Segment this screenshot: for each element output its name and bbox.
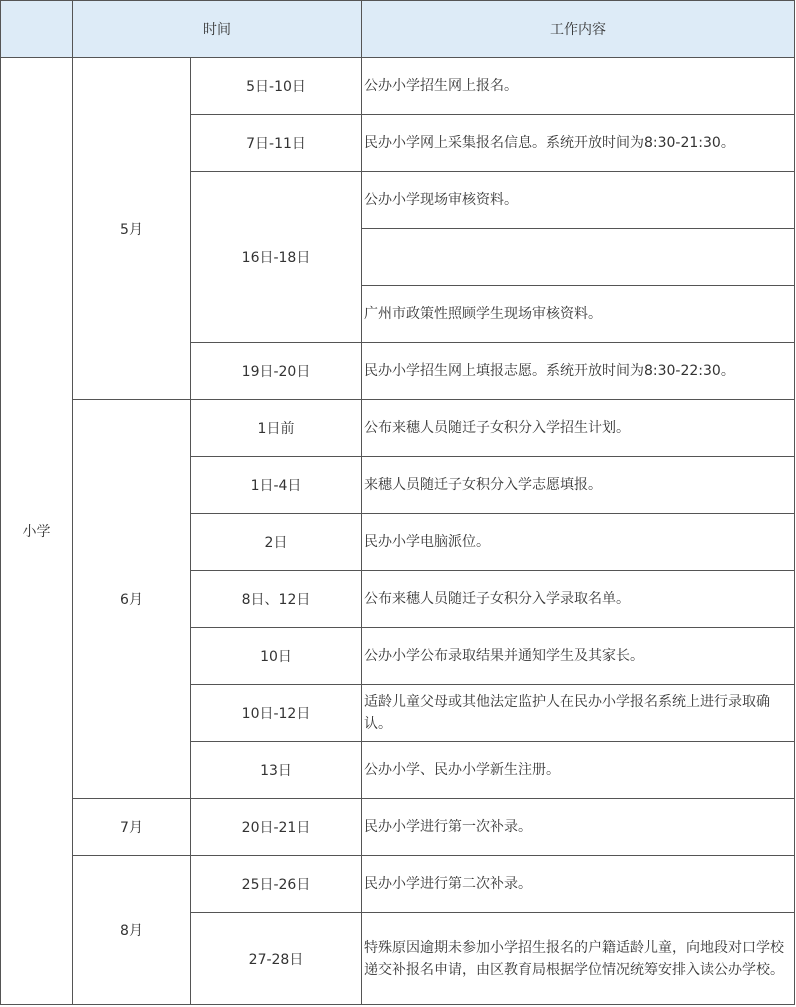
date-cell: 16日-18日	[191, 172, 362, 343]
content-cell: 民办小学电脑派位。	[362, 514, 795, 571]
date-cell: 10日-12日	[191, 685, 362, 742]
month-cell-may: 5月	[73, 58, 191, 400]
content-cell: 民办小学招生网上填报志愿。系统开放时间为8:30-22:30。	[362, 343, 795, 400]
date-cell: 13日	[191, 742, 362, 799]
date-cell: 1日-4日	[191, 457, 362, 514]
date-cell: 25日-26日	[191, 856, 362, 913]
date-cell: 5日-10日	[191, 58, 362, 115]
content-cell: 广州市政策性照顾学生现场审核资料。	[362, 286, 795, 343]
content-cell: 公布来穗人员随迁子女积分入学招生计划。	[362, 400, 795, 457]
month-cell-aug: 8月	[73, 856, 191, 1005]
table-row	[1, 856, 795, 913]
content-cell: 公办小学招生网上报名。	[362, 58, 795, 115]
table-row	[1, 400, 795, 457]
content-cell: 民办小学网上采集报名信息。系统开放时间为8:30-21:30。	[362, 115, 795, 172]
month-cell-jun: 6月	[73, 400, 191, 799]
content-cell: 特殊原因逾期未参加小学招生报名的户籍适龄儿童，向地段对口学校递交补报名申请，由区教育局根据学位情况统筹安排入读公办学校。	[362, 913, 795, 1005]
table-row	[1, 799, 795, 856]
month-cell-jul: 7月	[73, 799, 191, 856]
content-cell-empty	[362, 229, 795, 286]
content-cell: 公布来穗人员随迁子女积分入学录取名单。	[362, 571, 795, 628]
date-cell: 7日-11日	[191, 115, 362, 172]
header-row	[1, 1, 795, 58]
header-content: 工作内容	[362, 1, 795, 58]
date-cell: 20日-21日	[191, 799, 362, 856]
content-cell: 公办小学现场审核资料。	[362, 172, 795, 229]
date-cell: 10日	[191, 628, 362, 685]
table-row	[1, 58, 795, 115]
level-cell: 小学	[1, 58, 73, 1005]
content-cell: 公办小学公布录取结果并通知学生及其家长。	[362, 628, 795, 685]
content-cell: 民办小学进行第一次补录。	[362, 799, 795, 856]
date-cell: 2日	[191, 514, 362, 571]
content-cell: 公办小学、民办小学新生注册。	[362, 742, 795, 799]
date-cell: 19日-20日	[191, 343, 362, 400]
header-time: 时间	[73, 1, 362, 58]
content-cell: 来穗人员随迁子女积分入学志愿填报。	[362, 457, 795, 514]
content-cell: 适龄儿童父母或其他法定监护人在民办小学报名系统上进行录取确认。	[362, 685, 795, 742]
date-cell: 1日前	[191, 400, 362, 457]
header-blank	[1, 1, 73, 58]
date-cell: 27-28日	[191, 913, 362, 1005]
date-cell: 8日、12日	[191, 571, 362, 628]
content-cell: 民办小学进行第二次补录。	[362, 856, 795, 913]
